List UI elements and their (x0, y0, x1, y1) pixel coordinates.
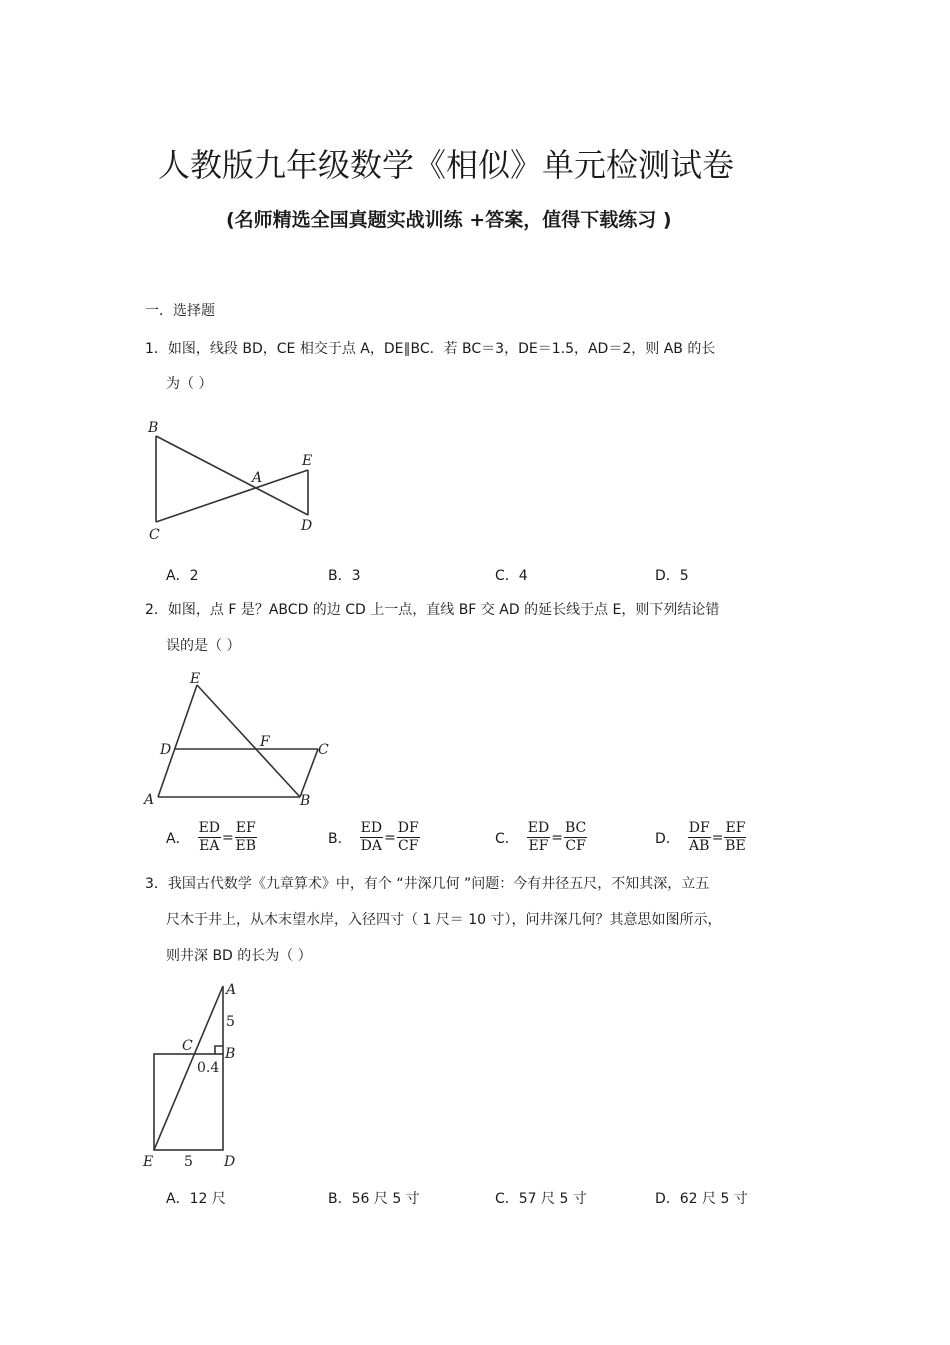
q2-option-d-label: D． (655, 830, 680, 847)
q1-option-d[interactable]: D．5 (655, 568, 689, 584)
q3-value-5-top: 5 (226, 1014, 235, 1030)
q3-option-c[interactable]: C．57 尺 5 寸 (495, 1191, 587, 1207)
q2-label-e: E (190, 671, 201, 687)
fraction: $\frac{EF}{EB}$ (235, 820, 256, 854)
q1-label-b: B (148, 420, 159, 436)
fraction: $\frac{BC}{CF}$ (564, 820, 587, 854)
q2-label-a: A (144, 792, 155, 808)
q1-option-b[interactable]: B．3 (328, 568, 361, 584)
equals-sign: = (384, 829, 396, 846)
q2-option-c[interactable] (495, 820, 587, 855)
q1-option-a[interactable]: A．2 (166, 568, 199, 584)
page-subtitle: (名师精选全国真题实战训练 +答案，值得下载练习 ) (226, 209, 672, 231)
equals-sign: = (551, 829, 563, 846)
q3-text-line2: 尺木于井上，从木末望水岸，入径四寸（ 1 尺＝ 10 寸），问井深几何？其意思如图所示， (166, 912, 722, 928)
q2-text-line2: 误的是（ ） (166, 638, 241, 654)
equals-sign: = (222, 829, 234, 846)
q3-value-0.4: 0.4 (197, 1060, 220, 1076)
q3-label-c: C (182, 1038, 193, 1054)
fraction: $\frac{ED}{EA}$ (198, 820, 221, 854)
q2-option-a[interactable] (166, 820, 257, 855)
q3-text-line3: 则井深 BD 的长为（ ） (166, 948, 312, 964)
q1-label-a: A (252, 470, 263, 486)
q2-label-d: D (160, 742, 172, 758)
q2-option-b-label: B． (328, 830, 352, 847)
page-title: 人教版九年级数学《相似》单元检测试卷 (158, 146, 735, 184)
q3-label-a: A (226, 982, 237, 998)
q1-text-line2: 为（ ） (166, 376, 213, 392)
q2-text-line1: 2．如图，点 F 是？ABCD 的边 CD 上一点，直线 BF 交 AD 的延长线于点 E，则下列结论错 (145, 602, 720, 618)
q3-option-a[interactable]: A．12 尺 (166, 1191, 226, 1207)
q3-figure (140, 978, 270, 1176)
q2-label-b: B (300, 793, 311, 808)
q1-label-e: E (302, 453, 313, 469)
q1-label-c: C (149, 527, 160, 543)
q2-figure (140, 668, 340, 808)
q1-option-c[interactable]: C．4 (495, 568, 528, 584)
equals-sign: = (711, 829, 724, 846)
q2-label-c: C (318, 742, 329, 758)
fraction: $\frac{ED}{EF}$ (527, 820, 550, 854)
q3-label-d: D (224, 1154, 236, 1170)
fraction: $\frac{ED}{DA}$ (360, 820, 383, 854)
q3-value-5-bottom: 5 (184, 1154, 193, 1170)
q2-option-d[interactable] (655, 820, 746, 855)
fraction: $\frac{EF}{BE}$ (725, 820, 746, 854)
q2-option-b[interactable] (328, 820, 420, 855)
q1-label-d: D (301, 518, 313, 534)
fraction: $\frac{DF}{AB}$ (688, 820, 710, 854)
q3-label-b: B (225, 1046, 236, 1062)
q3-text-line1: 3．我国古代数学《九章算术》中，有个 “井深几何 ”问题：今有井径五尺，不知其深，立五 (145, 876, 710, 892)
fraction: $\frac{DF}{CF}$ (397, 820, 419, 854)
section-heading: 一．选择题 (145, 303, 215, 319)
q2-label-f: F (260, 734, 270, 750)
q1-figure (140, 412, 340, 547)
q1-text-line1: 1．如图，线段 BD，CE 相交于点 A，DE∥BC．若 BC＝3，DE＝1.5，AD＝2，则 AB 的长 (145, 341, 716, 357)
q3-option-d[interactable]: D．62 尺 5 寸 (655, 1191, 748, 1207)
q3-option-b[interactable]: B．56 尺 5 寸 (328, 1191, 420, 1207)
q3-label-e: E (143, 1154, 154, 1170)
q2-option-c-label: C． (495, 830, 519, 847)
q2-option-a-label: A． (166, 830, 190, 847)
